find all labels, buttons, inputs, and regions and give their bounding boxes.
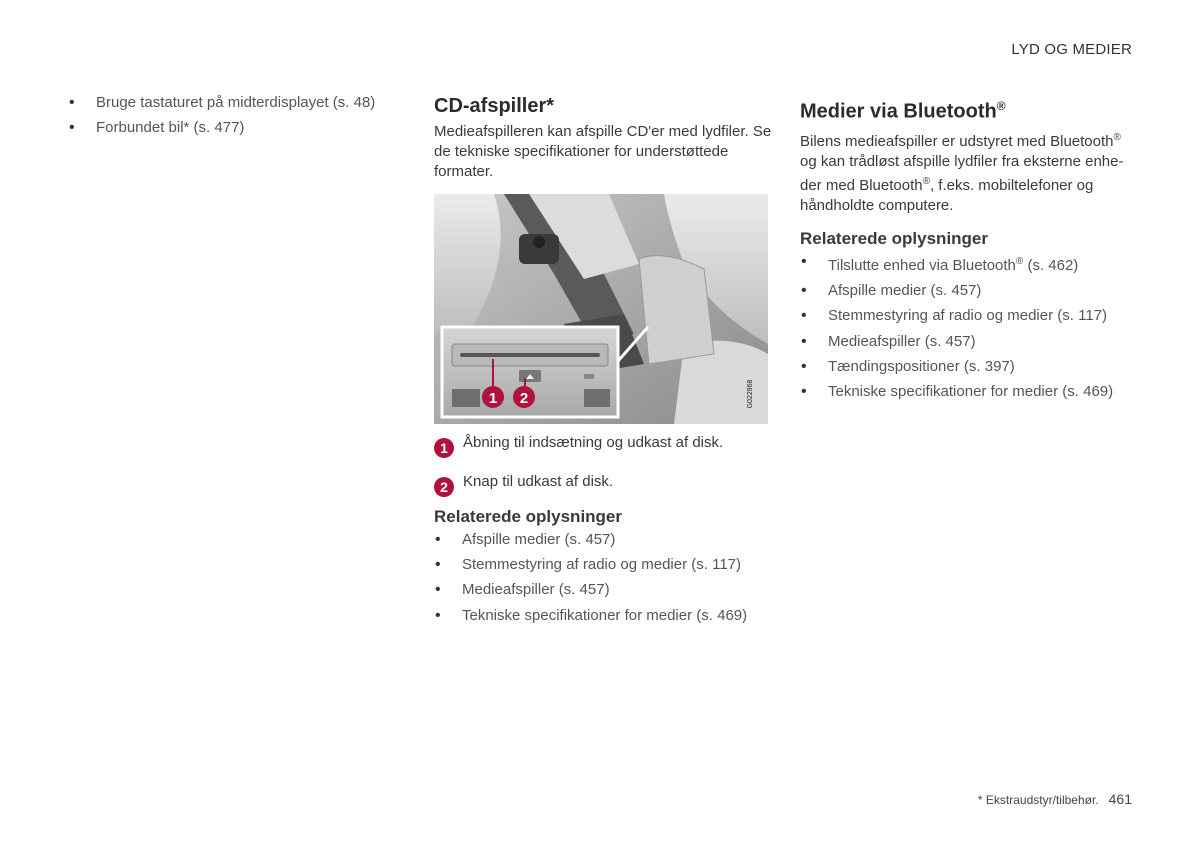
list-item[interactable]: • Tændingspositioner (s. 397) (800, 358, 1140, 376)
related-heading: Relaterede oplysninger (434, 507, 623, 526)
footnote: * Ekstraudstyr/tilbehør. (977, 793, 1099, 807)
registered-mark: ® (1015, 256, 1024, 267)
registered-mark: ® (1113, 131, 1121, 143)
page-number: 461 (1108, 791, 1132, 807)
callout-badge-1-label: 1 (488, 390, 498, 407)
column-left (68, 94, 398, 144)
related-links-list (68, 94, 398, 137)
body-text: der med Bluetooth (800, 176, 923, 194)
registered-mark: ® (922, 175, 930, 187)
callout-badge-2-label: 2 (519, 390, 529, 407)
cd-player-illustration (434, 194, 768, 424)
list-item[interactable]: • Tekniske specifikationer for medier (s. 469) (800, 383, 1140, 401)
callout-item (434, 472, 774, 497)
cd-player-figure (434, 194, 768, 424)
list-item[interactable]: • Stemmestyring af radio og medier (s. 117) (800, 307, 1140, 325)
link-text: (s. 462) (1023, 257, 1079, 274)
list-item[interactable]: • Medieafspiller (s. 457) (800, 333, 1140, 351)
body-text: Bilens medieafspiller er udstyret med Bluetooth (800, 132, 1114, 150)
column-bluetooth (800, 94, 1140, 216)
body-text: og kan trådløst afspille lydfiler fra eksterne enhe- (800, 152, 1124, 170)
page-footer (978, 791, 1132, 807)
body-text: , f.eks. mobiltelefoner og håndholdte computere. (800, 176, 1094, 214)
related-heading: Relaterede oplysninger (800, 229, 989, 248)
callout-legend (434, 433, 774, 511)
link-text: Tilslutte enhed via Bluetooth (828, 257, 1016, 274)
callout-number-badge: 1 (434, 438, 454, 458)
list-item[interactable]: • Tekniske specifikationer for medier (s. 469) (434, 607, 774, 625)
list-item[interactable]: • Stemmestyring af radio og medier (s. 117) (434, 556, 774, 574)
registered-mark: ® (996, 99, 1006, 113)
cd-section-body: Medieafspilleren kan afspille CD'er med lydfiler. Se de tekniske specifikationer for understøttede formater. (434, 123, 772, 180)
cd-section-title: CD-afspiller* (434, 95, 555, 117)
bluetooth-section-title (800, 94, 1140, 124)
bluetooth-section-body (800, 128, 1140, 216)
bluetooth-related-section (800, 229, 1140, 408)
cd-related-section (434, 507, 774, 632)
list-item[interactable]: • Medieafspiller (s. 457) (434, 581, 774, 599)
callout-text: Knap til udkast af disk. (463, 473, 614, 490)
related-links-list (800, 253, 1140, 401)
figure-code: G022968 (747, 379, 754, 409)
list-item[interactable]: • Bruge tastaturet på midterdisplayet (s. 48) (68, 94, 398, 112)
list-item[interactable]: • Forbundet bil* (s. 477) (68, 119, 398, 137)
bluetooth-title-text: Medier via Bluetooth (800, 100, 997, 123)
section-header: LYD OG MEDIER (1011, 41, 1132, 58)
callout-text: Åbning til indsætning og udkast af disk. (463, 434, 724, 451)
callout-item (434, 433, 774, 458)
list-item[interactable]: • Afspille medier (s. 457) (800, 282, 1140, 300)
callout-number-badge: 2 (434, 477, 454, 497)
list-item[interactable] (800, 253, 1140, 275)
column-cd-player (434, 94, 774, 182)
related-links-list (434, 531, 774, 625)
list-item[interactable]: • Afspille medier (s. 457) (434, 531, 774, 549)
